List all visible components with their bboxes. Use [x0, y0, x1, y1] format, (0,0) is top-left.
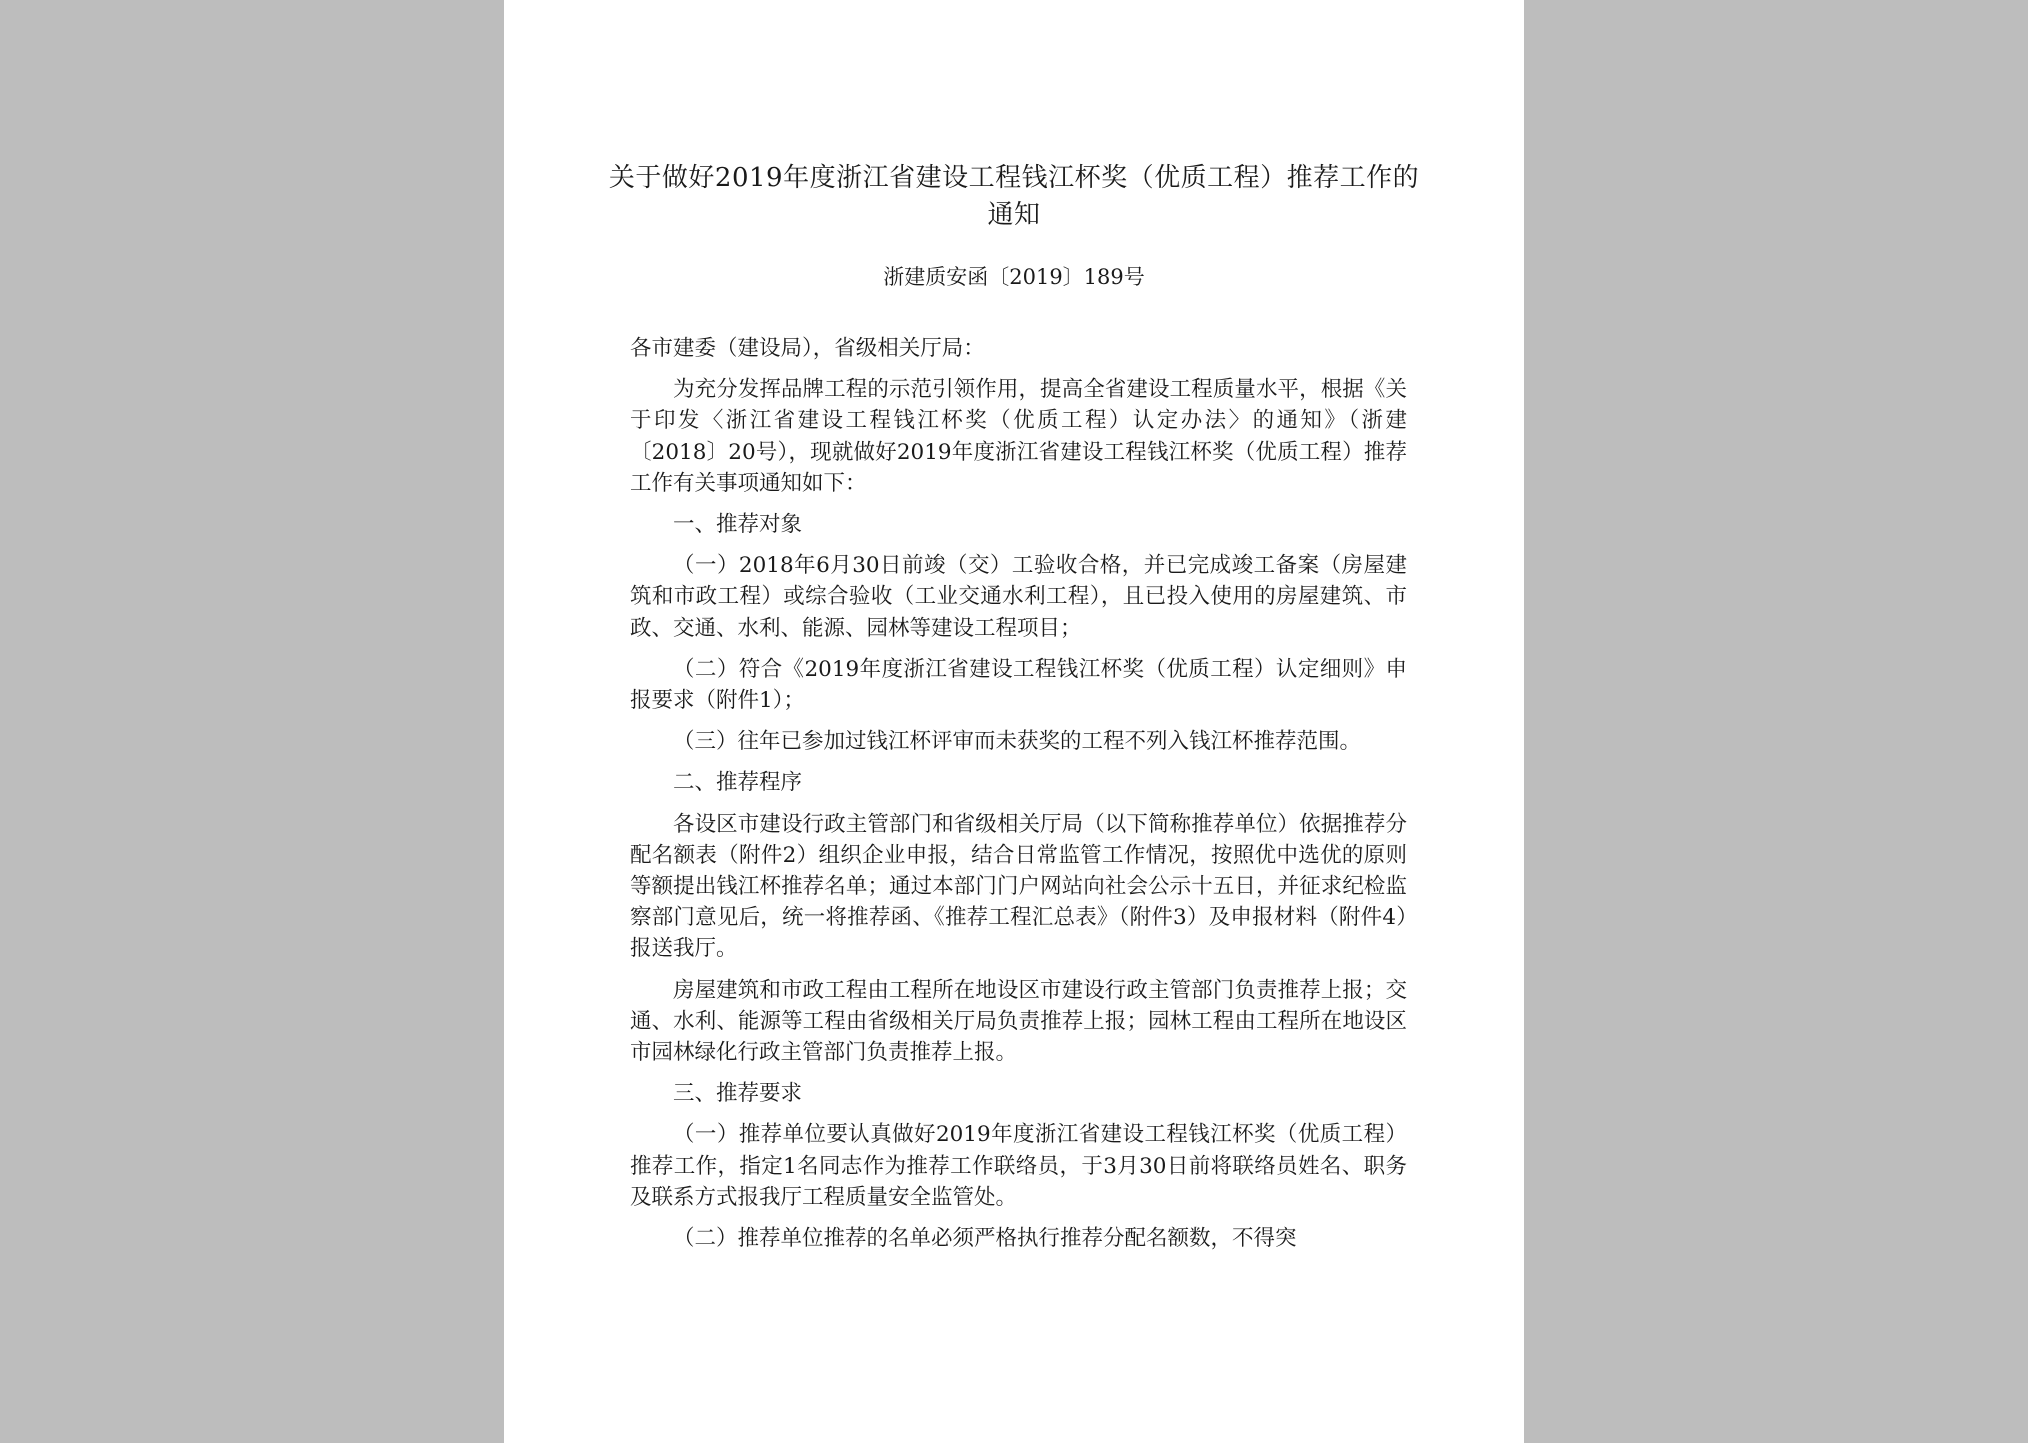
paragraph-3-2: （二）推荐单位推荐的名单必须严格执行推荐分配名额数，不得突	[673, 1226, 1297, 1252]
paragraph-2-1: 各设区市建设行政主管部门和省级相关厅局（以下简称推荐单位）依据推荐分配名额表（附件2）组织企业申报，结合日常监管工作情况，按照优中选优的原则等额提出钱江杯推荐名单；通过本部门门户网站向社会公示十五日，并征求纪检监察部门意见后，统一将推荐函、《推荐工程汇总表》（附件3）及申报材料（附件4）报送我厅。	[630, 811, 1407, 962]
document-page	[504, 0, 1524, 1443]
intro-paragraph: 为充分发挥品牌工程的示范引领作用，提高全省建设工程质量水平，根据《关于印发〈浙江省建设工程钱江杯奖（优质工程）认定办法〉的通知》（浙建〔2018〕20号），现就做好2019年度浙江省建设工程钱江杯奖（优质工程）推荐工作有关事项通知如下：	[630, 377, 1407, 496]
salutation: 各市建委（建设局），省级相关厅局：	[630, 336, 985, 361]
document-number: 浙建质安函〔2019〕189号	[883, 265, 1145, 289]
document-body	[630, 333, 1407, 1264]
paragraph-2-2: 房屋建筑和市政工程由工程所在地设区市建设行政主管部门负责推荐上报；交通、水利、能源等工程由省级相关厅局负责推荐上报；园林工程由工程所在地设区市园林绿化行政主管部门负责推荐上报。	[630, 977, 1407, 1066]
document-title: 关于做好2019年度浙江省建设工程钱江杯奖（优质工程）推荐工作的通知	[608, 163, 1420, 230]
paragraph-1-2: （二）符合《2019年度浙江省建设工程钱江杯奖（优质工程）认定细则》申报要求（附件1）；	[630, 656, 1407, 714]
section-heading-2: 二、推荐程序	[673, 770, 803, 796]
paragraph-1-3: （三）往年已参加过钱江杯评审而未获奖的工程不列入钱江杯推荐范围。	[673, 729, 1362, 755]
paragraph-1-1: （一）2018年6月30日前竣（交）工验收合格，并已完成竣工备案（房屋建筑和市政工程）或综合验收（工业交通水利工程），且已投入使用的房屋建筑、市政、交通、水利、能源、园林等建设工程项目；	[630, 553, 1407, 641]
paragraph-3-1: （一）推荐单位要认真做好2019年度浙江省建设工程钱江杯奖（优质工程）推荐工作，指定1名同志作为推荐工作联络员，于3月30日前将联络员姓名、职务及联系方式报我厅工程质量安全监管处。	[630, 1122, 1407, 1210]
section-heading-1: 一、推荐对象	[673, 512, 803, 538]
section-heading-3: 三、推荐要求	[673, 1081, 803, 1107]
